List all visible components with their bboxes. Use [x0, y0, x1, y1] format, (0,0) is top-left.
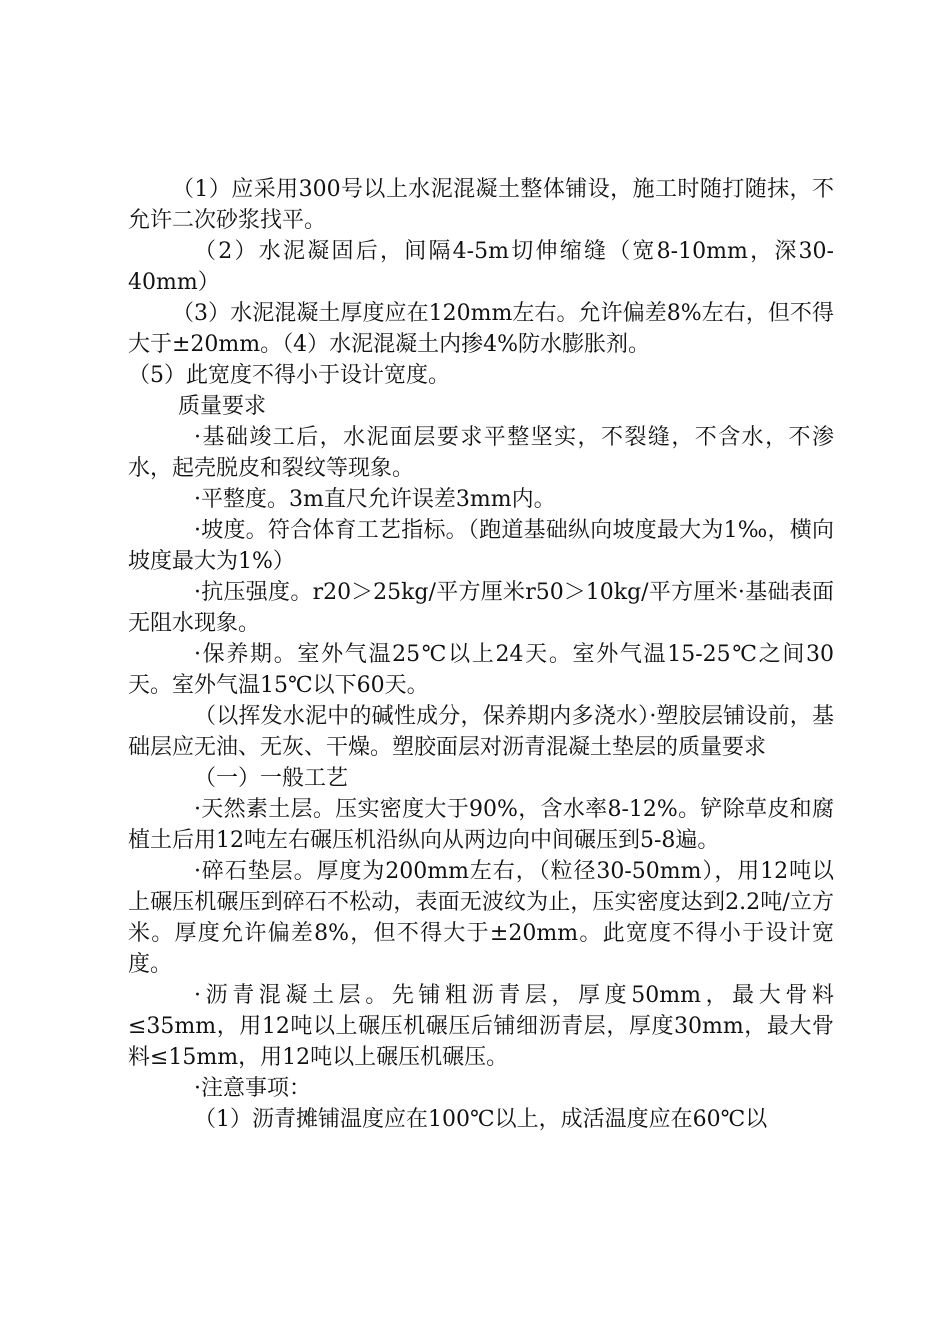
- bullet-precautions: ·注意事项：: [194, 1076, 311, 1101]
- bullet-gravel-cushion: ·碎石垫层。厚度为200mm左右，（粒径30-50mm），用12吨以上碾压机碾压到碎石不松动，表面无波纹为止，压实密度达到2.2吨/立方米。厚度允许偏差8%，但不得大于±20mm。此宽度不得小于设计宽度。: [128, 859, 834, 977]
- paragraph-width-requirement: （5）此宽度不得小于设计宽度。: [128, 363, 450, 388]
- section-heading-quality-requirements: 质量要求: [178, 394, 267, 419]
- bullet-slope: ·坡度。符合体育工艺指标。（跑道基础纵向坡度最大为1‰，横向坡度最大为1%）: [128, 518, 834, 574]
- bullet-flatness: ·平整度。3m直尺允许误差3mm内。: [194, 487, 556, 512]
- paragraph-cement-paving: （1）应采用300号以上水泥混凝土整体铺设，施工时随打随抹，不允许二次砂浆找平。: [128, 177, 834, 233]
- bullet-compressive-strength: ·抗压强度。r20＞25kg/平方厘米r50＞10kg/平方厘米·基础表面无阻水现象。: [128, 580, 834, 636]
- section-heading-general-process: （一）一般工艺: [194, 766, 349, 791]
- bullet-curing-period: ·保养期。室外气温25℃以上24天。室外气温15-25℃之间30天。室外气温15℃以下60天。: [128, 642, 834, 698]
- bullet-asphalt-concrete-layer: ·沥青混凝土层。先铺粗沥青层，厚度50mm，最大骨料≤35mm，用12吨以上碾压机碾压后铺细沥青层，厚度30mm，最大骨料≤15mm，用12吨以上碾压机碾压。: [128, 983, 834, 1070]
- paragraph-paving-temperature: （1）沥青摊铺温度应在100℃以上，成活温度应在60℃以: [194, 1107, 768, 1132]
- paragraph-curing-note: （以挥发水泥中的碱性成分，保养期内多浇水）·塑胶层铺设前，基础层应无油、无灰、干燥。塑胶面层对沥青混凝土垫层的质量要求: [128, 704, 834, 760]
- bullet-foundation-completion: ·基础竣工后，水泥面层要求平整坚实，不裂缝，不含水，不渗水，起壳脱皮和裂纹等现象。: [128, 425, 834, 481]
- paragraph-expansion-joints: （2）水泥凝固后，间隔4-5m切伸缩缝（宽8-10mm，深30-40mm）: [128, 239, 834, 295]
- paragraph-thickness-tolerance: （3）水泥混凝土厚度应在120mm左右。允许偏差8%左右，但不得大于±20mm。（4）水泥混凝土内掺4%防水膨胀剂。: [128, 301, 834, 357]
- bullet-natural-soil-layer: ·天然素土层。压实密度大于90%，含水率8-12%。铲除草皮和腐植土后用12吨左右碾压机沿纵向从两边向中间碾压到5-8遍。: [128, 797, 834, 853]
- document-page: [128, 174, 834, 1135]
